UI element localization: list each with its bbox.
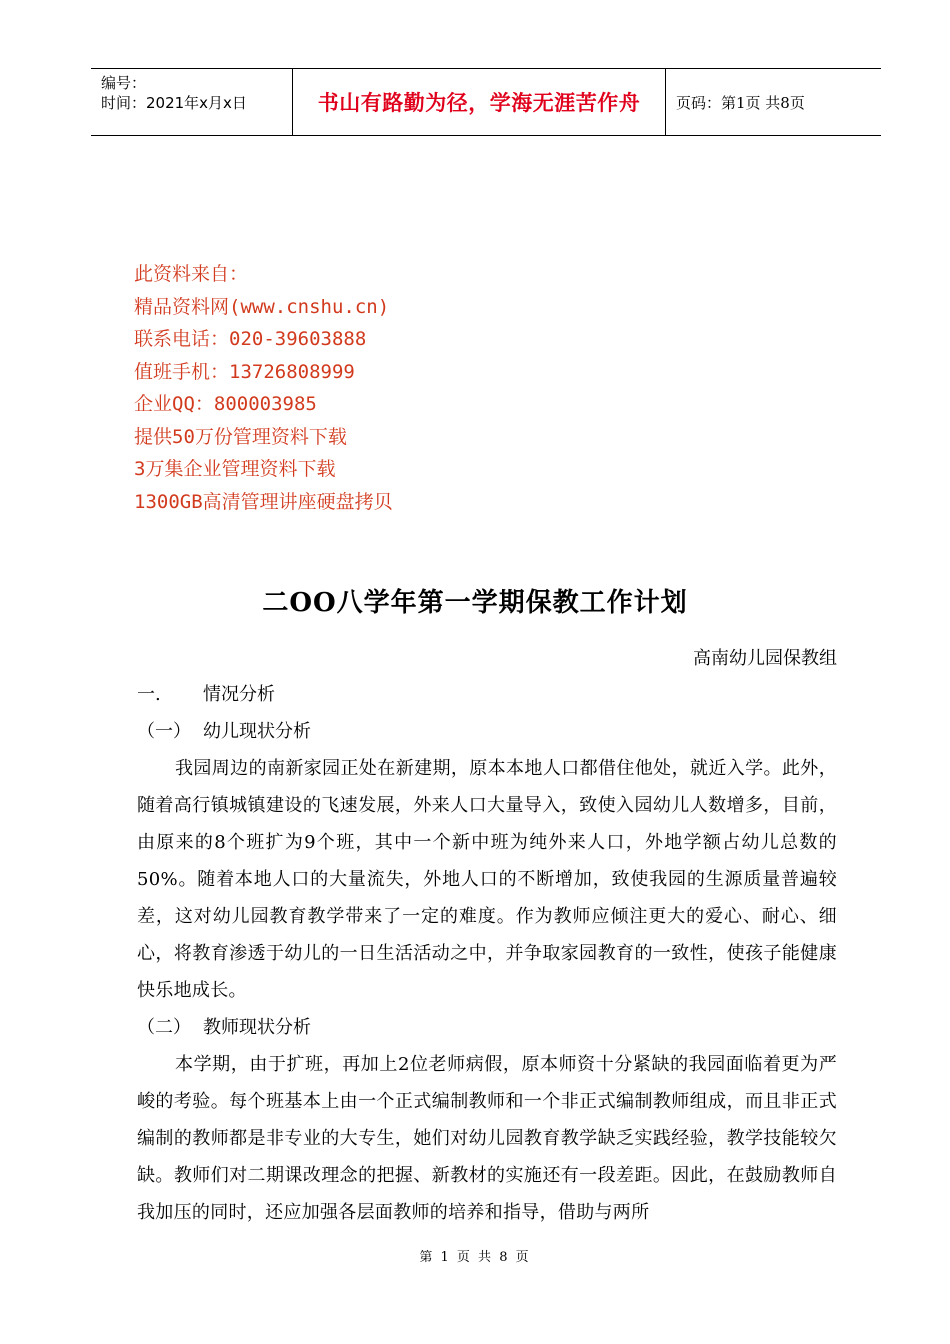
header-meta-cell <box>91 69 293 135</box>
paragraph: 本学期，由于扩班，再加上2位老师病假，原本师资十分紧缺的我园面临着更为严峻的考验。每个班基本上由一个正式编制教师和一个非正式编制教师组成，而且非正式编制的教师都是非专业的大专生，她们对幼儿园教育教学缺乏实践经验，教学技能较欠缺。教师们对二期课改理念的把握、新教材的实施还有一段差距。因此，在鼓励教师自我加压的同时，还应加强各层面教师的培养和指导，借助与两所 <box>137 1054 837 1223</box>
header-page-cell <box>666 69 881 135</box>
page-footer: 第 1 页 共 8 页 <box>419 1250 531 1265</box>
header-motto-cell <box>293 69 666 135</box>
paragraph: 我园周边的南新家园正处在新建期，原本本地人口都借住他处，就近入学。此外，随着高行镇城镇建设的飞速发展，外来人口大量导入，致使入园幼儿人数增多，目前，由原来的8个班扩为9个班，其中一个新中班为纯外来人口，外地学额占幼儿总数的50%。随着本地人口的大量流失，外地人口的不断增加，致使我园的生源质量普遍较差，这对幼儿园教育教学带来了一定的难度。作为教师应倾注更大的爱心、耐心、细心，将教育渗透于幼儿的一日生活活动之中，并争取家园教育的一致性，使孩子能健康快乐地成长。 <box>137 758 837 1001</box>
subsection-number: （一） <box>137 721 191 742</box>
subsection-title: 教师现状分析 <box>203 1017 311 1038</box>
promo-line: 提供50万份管理资料下载 <box>134 425 347 448</box>
header-table <box>91 68 881 136</box>
page-info: 页码：第1页 共8页 <box>676 93 805 112</box>
promo-line: 此资料来自： <box>134 263 249 285</box>
promo-block <box>134 258 393 518</box>
subsection-title: 幼儿现状分析 <box>203 721 311 742</box>
section-heading <box>137 676 837 713</box>
section-number: 一. <box>137 684 161 705</box>
organization: 高南幼儿园保教组 <box>693 648 837 669</box>
subsection-heading <box>137 1009 837 1046</box>
section-title: 情况分析 <box>203 684 275 705</box>
document-body <box>137 676 837 1231</box>
promo-line: 1300GB高清管理讲座硬盘拷贝 <box>134 490 393 513</box>
subsection-heading <box>137 713 837 750</box>
document-title: 二OO八学年第一学期保教工作计划 <box>262 588 688 618</box>
motto: 书山有路勤为径，学海无涯苦作舟 <box>317 90 641 115</box>
promo-line: 联系电话：020-39603888 <box>134 328 367 350</box>
promo-line: 精品资料网(www.cnshu.cn) <box>134 295 390 318</box>
subsection-number: （二） <box>137 1017 191 1038</box>
time-label: 时间：2021年x月x日 <box>101 94 247 112</box>
promo-line: 3万集企业管理资料下载 <box>134 458 336 480</box>
promo-line: 企业QQ：800003985 <box>134 393 317 415</box>
code-label: 编号： <box>101 74 147 92</box>
promo-line: 值班手机：13726808999 <box>134 360 355 383</box>
